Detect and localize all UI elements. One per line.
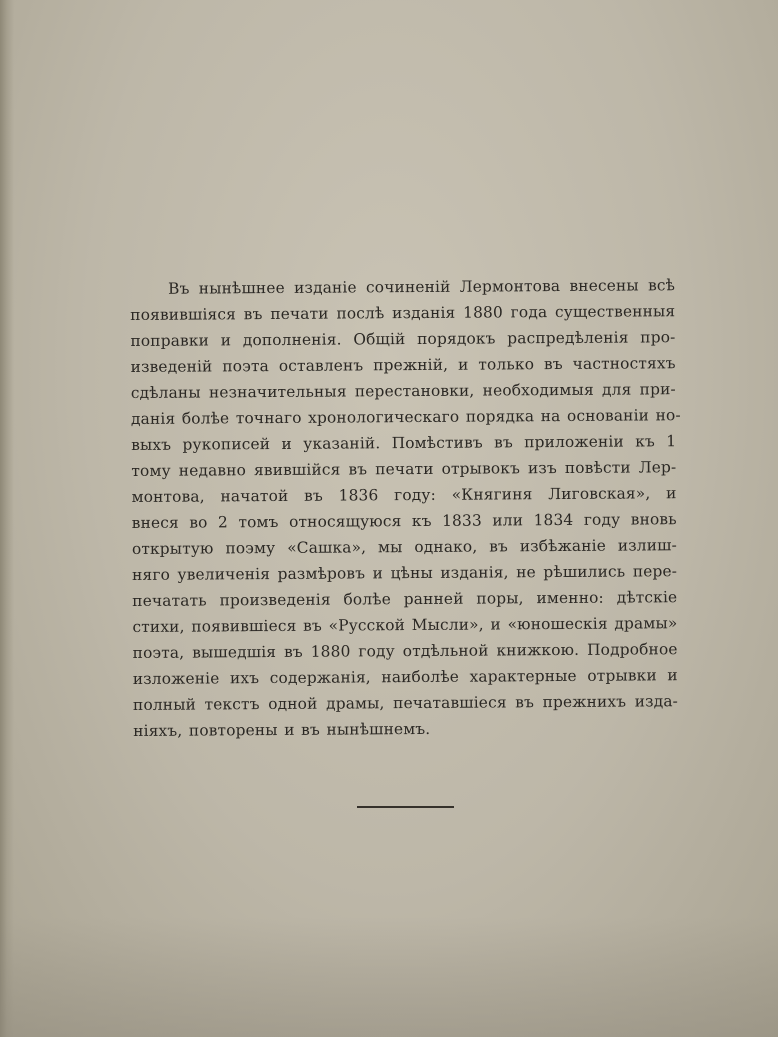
paragraph-line: печатать произведенія болѣе ранней поры, именно: дѣтскіе — [132, 588, 678, 610]
paragraph-line: появившіяся въ печати послѣ изданія 1880 года существенныя — [130, 302, 676, 324]
paragraph-line: поэта, вышедшія въ 1880 году отдѣльной книжкою. Подробное — [132, 640, 678, 662]
paragraph-line: стихи, появившіеся въ «Русской Мысли», и «юношескія драмы» — [132, 614, 678, 636]
preface-paragraph — [130, 272, 681, 744]
page-shadow — [0, 917, 778, 1037]
paragraph-line: открытую поэму «Сашка», мы однако, въ избѣжаніе излиш- — [131, 536, 677, 558]
paragraph-line: поправки и дополненія. Общій порядокъ распредѣленія про- — [130, 328, 676, 350]
paragraph-line: данія болѣе точнаго хронологическаго порядка на основаніи но- — [130, 406, 681, 428]
paragraph-line: изложеніе ихъ содержанія, наиболѣе характерные отрывки и — [132, 666, 678, 688]
paragraph-line: полный текстъ одной драмы, печатавшіеся въ прежнихъ изда- — [132, 692, 679, 714]
paragraph-line: выхъ рукописей и указаній. Помѣстивъ въ приложеніи къ 1 — [131, 432, 677, 454]
paragraph-line: Въ нынѣшнее изданіе сочиненій Лермонтова внесены всѣ — [168, 276, 676, 298]
page-binding-edge — [0, 0, 14, 1037]
paragraph-line: внеся во 2 томъ относящуюся къ 1833 или 1834 году вновь — [131, 510, 677, 532]
section-divider-rule — [357, 806, 454, 808]
paragraph-line: монтова, начатой въ 1836 году: «Княгиня Лиговская», и — [131, 484, 677, 506]
paragraph-line: няго увеличенія размѣровъ и цѣны изданія, не рѣшились пере- — [132, 562, 678, 584]
paragraph-line: тому недавно явившійся въ печати отрывокъ изъ повѣсти Лер- — [131, 458, 677, 480]
paragraph-line: ніяхъ, повторены и въ нынѣшнемъ. — [133, 719, 431, 740]
paragraph-line: изведеній поэта оставленъ прежній, и только въ частностяхъ — [130, 354, 676, 376]
paragraph-line: сдѣланы незначительныя перестановки, необходимыя для при- — [130, 380, 676, 402]
